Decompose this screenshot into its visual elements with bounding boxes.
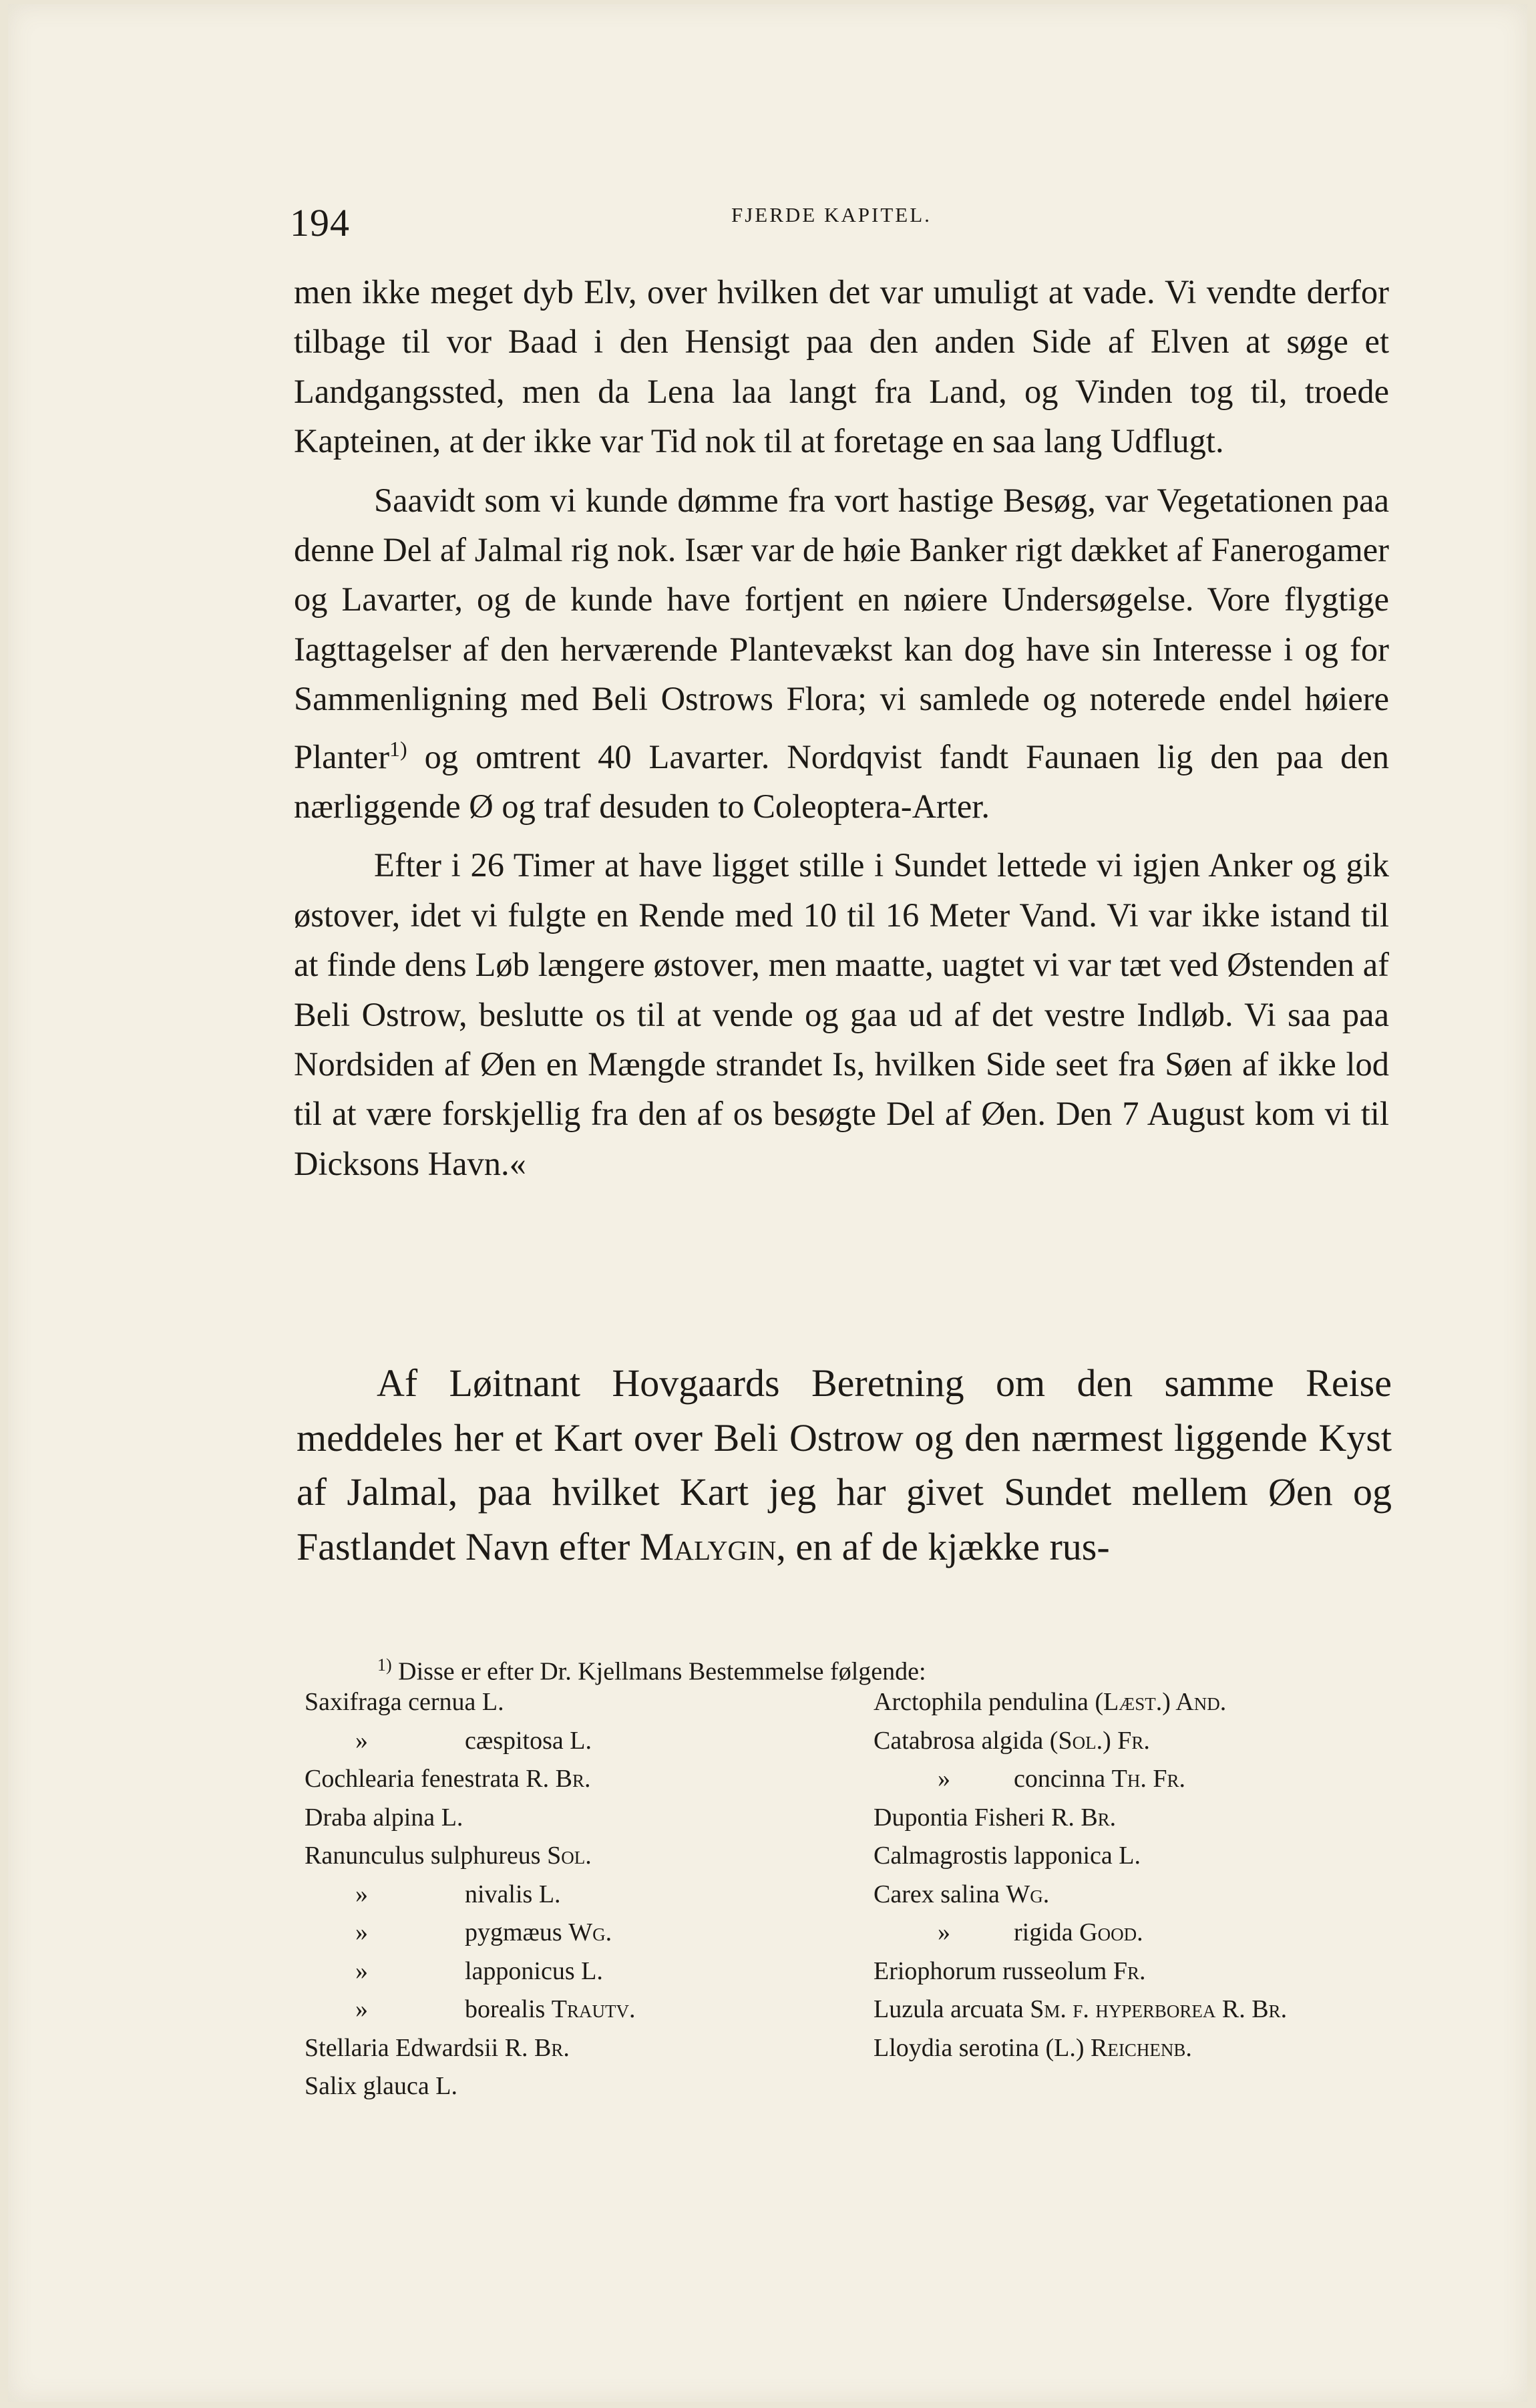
species-name: Catabrosa algida [874,1726,1050,1755]
species-author: L. [482,1688,504,1716]
species-author: Good. [1079,1918,1143,1946]
species-name: cæspitosa [465,1726,570,1755]
species-name: Salix glauca [305,2072,436,2100]
species-name: Calmagrostis lapponica [874,1842,1119,1870]
footnote-species-entry [305,1683,832,1722]
species-author: L. [538,1880,561,1908]
species-author: Wg. [568,1918,612,1946]
main-text [294,267,1389,1188]
species-name: nivalis [465,1880,539,1908]
footnote-species-entry [874,1722,1421,1761]
page-number: 194 [290,201,350,244]
species-author: L. [435,2072,457,2100]
ditto-mark: » [355,1880,368,1908]
species-name: pygmæus [465,1918,569,1946]
species-author: R. Br. [526,1765,591,1793]
footnote-species-entry [874,1991,1421,2029]
footnote-species-entry [305,1914,832,1952]
species-author: Sm. f. hyperborea R. Br. [1030,1995,1288,2023]
footnote-species-entry [305,1760,832,1799]
species-name: rigida [1014,1918,1080,1946]
footnote-species-entry [874,1876,1421,1914]
species-author: L. [441,1803,463,1832]
ditto-mark: » [355,1956,368,1985]
paragraph-3: Efter i 26 Timer at have ligget stille i Sundet lettede vi igjen Anker og gik østover, idet vi fulgte en Rende med 10 til 16 Meter Vand. Vi var ikke istand til at finde dens Løb længere østover, men maatte, uagtet vi var tæt ved Østenden af Beli Ostrow, beslutte os til at vende og gaa ud af det vestre Indløb. Vi saa paa Nordsiden af Øen en Mængde strandet Is, hvilken Side seet fra Søen af ikke lod til at være forskjellig fra den af os besøgte Del af Øen. Den 7 August kom vi til Dicksons Havn.« [294,846,1389,1182]
page-header [0,194,1536,247]
footnote-marker: 1) [377,1655,392,1675]
paragraph-2 [294,476,1389,832]
species-author: Wg. [1006,1880,1050,1908]
species-author: Th. Fr. [1111,1765,1186,1793]
footnote-species-entry [874,1799,1421,1838]
footnote-species-entry [305,1876,832,1914]
species-name: Ranunculus sulphureus [305,1842,548,1870]
footnote-right-column [874,1683,1421,2067]
footnote-species-entry [874,1837,1421,1876]
footnote-reference: 1) [389,736,407,761]
species-name: Carex salina [874,1880,1006,1908]
species-author: R. Br. [1050,1803,1117,1832]
species-author: L. [581,1956,603,1985]
footnote-intro-text: Disse er efter Dr. Kjellmans Bestemmelse følgende: [391,1657,926,1686]
footnote-species-entry [874,1952,1421,1991]
paragraph-2-end: og omtrent 40 Lavarter. Nordqvist fandt Faunaen lig den paa den nærliggende Ø og traf desuden to Coleoptera-Arter. [294,737,1389,825]
paragraph-2-text: Saavidt som vi kunde dømme fra vort hastige Besøg, var Vegetationen paa denne Del af Jalmal rig nok. Især var de høie Banker rigt dækket af Fanerogamer og Lavarter, og de kunde have fortjent en nøiere Undersøgelse. Vore flygtige Iagttagelser af den herværende Plantevækst kan dog have sin Interesse i og for Sammenligning med Beli Ostrows Flora; vi samlede og noterede endel høiere Planter [294,481,1389,776]
species-name: Luzula arcuata [874,1995,1030,2023]
footnote-left-column [305,1683,832,2106]
species-name: borealis [465,1995,552,2023]
paragraph-4-post: , en af de kjække rus- [776,1524,1110,1568]
footnote-species-entry [305,1952,832,1991]
species-name: concinna [1014,1765,1112,1793]
species-name: Draba alpina [305,1803,441,1832]
species-author: Fr. [1113,1956,1146,1985]
species-name: Eriophorum russeolum [874,1956,1113,1985]
species-author: (Sol.) Fr. [1049,1726,1150,1755]
ditto-mark: » [938,1918,950,1946]
species-author: (Læst.) And. [1095,1688,1227,1716]
ditto-mark: » [938,1765,950,1793]
paragraph-4-pre: Af Løitnant Hovgaards Beretning om den samme Reise meddeles her et Kart over Beli Ostrow og den nærmest liggende Kyst af Jalmal, paa hvilket Kart jeg har givet Sundet mellem Øen og Fastlandet Navn efter [297,1361,1392,1568]
footnote-species-entry [874,1760,1421,1799]
species-author: R. Br. [504,2033,570,2062]
species-name: Stellaria Edwardsii [305,2033,505,2062]
footnote-intro [377,1649,926,1689]
species-author: Trautv. [551,1995,636,2023]
footnote-species-entry [305,1799,832,1838]
species-author: L. [1119,1842,1141,1870]
paragraph-1: men ikke meget dyb Elv, over hvilken det var umuligt at vade. Vi vendte derfor tilbage til vor Baad i den Hensigt paa den anden Side af Elven at søge et Landgangssted, men da Lena laa langt fra Land, og Vinden tog til, troede Kapteinen, at der ikke var Tid nok til at foretage en saa lang Udflugt. [294,273,1389,460]
person-name-malygin: Malygin [639,1524,777,1568]
species-name: Dupontia Fisheri [874,1803,1051,1832]
footnote-species-entry [305,1722,832,1761]
paragraph-4 [297,1356,1392,1574]
ditto-mark: » [355,1995,368,2023]
species-author: Sol. [547,1842,592,1870]
species-name: lapponicus [465,1956,582,1985]
footnote-species-entry [305,1991,832,2029]
footnote-species-entry [874,1914,1421,1952]
species-name: Saxifraga cernua [305,1688,482,1716]
footnote-species-entry [305,2029,832,2068]
footnote-species-entry [874,1683,1421,1722]
species-author: L. [570,1726,592,1755]
footnote-species-entry [305,2067,832,2106]
running-head: FJERDE KAPITEL. [731,203,932,226]
footnote-species-entry [305,1837,832,1876]
species-name: Arctophila pendulina [874,1688,1095,1716]
species-name: Lloydia serotina [874,2033,1046,2062]
main-text-large [297,1356,1392,1574]
species-name: Cochlearia fenestrata [305,1765,526,1793]
ditto-mark: » [355,1918,368,1946]
footnote-species-entry [874,2029,1421,2068]
ditto-mark: » [355,1726,368,1755]
species-author: (L.) Reichenb. [1045,2033,1192,2062]
